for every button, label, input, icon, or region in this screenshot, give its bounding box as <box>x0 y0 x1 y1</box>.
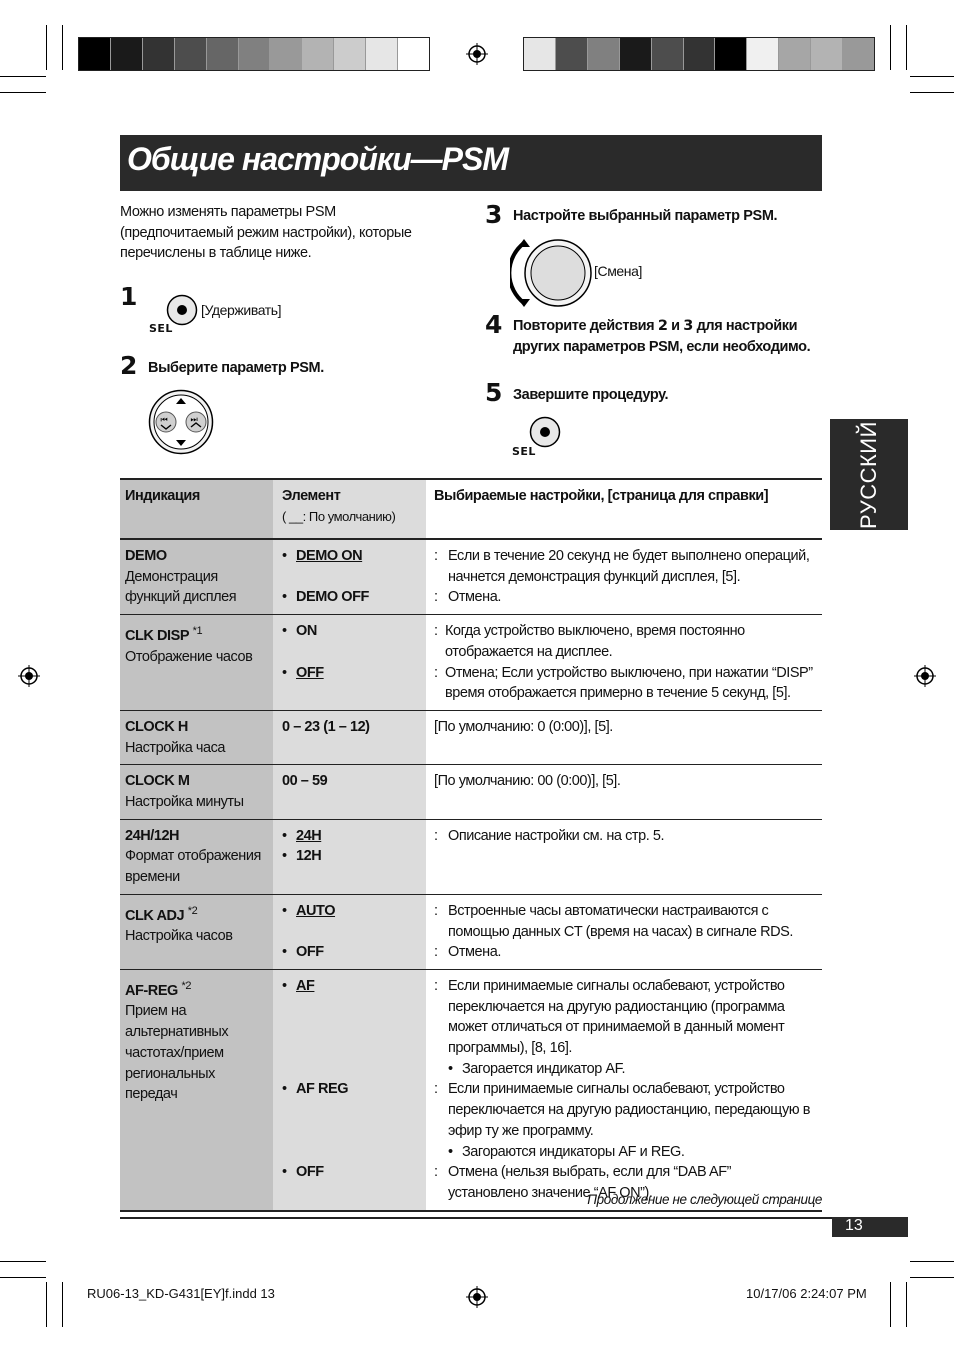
option-description: Встроенные часы автоматически настраиваются с помощью данных CT (время на часах) в сигнале RDS. <box>448 902 793 940</box>
option: AF REG <box>296 1081 349 1098</box>
crop-mark <box>0 92 46 93</box>
crop-mark <box>890 1282 891 1327</box>
language-tab <box>830 419 908 530</box>
step-4-number: 4 <box>485 310 503 339</box>
option-description: Если принимаемые сигналы ослабевают, устройство переключается на другую радиостанцию (программа может отличаться от принимаемой в данный момент программы), [8, 16]. <box>448 977 785 1057</box>
option: AF <box>296 977 315 994</box>
crop-mark <box>62 25 63 70</box>
option: ON <box>296 623 317 640</box>
language-tab-label: РУССКИЙ <box>856 420 881 529</box>
row-desc: Демонстрация функций дисплея <box>125 568 237 606</box>
slug-date-info: 10/17/06 2:24:07 PM <box>746 1286 867 1301</box>
color-swatch <box>652 38 684 70</box>
registration-mark-icon <box>466 43 488 65</box>
table-row: AF-REG $^{*2}$ Прием на альтернативных частотах/прием региональных передач • AF • AF REG • OFF : Если принимаемые сигналы ослабевают, устройство переключается на другую радиостанцию (программа может отличаться от принимаемой в данный момент программы), [8, 16]. • Загорается индикатор AF. : Если принимаемые сигналы ослабевают, устройство переключается на другую радиостанцию, передающую в эфир ту же программу. • Загораются индикаторы AF и REG. : Отмена (нельзя выбрать, если для “DAB AF” установлено значение “AF ON”). <box>120 969 822 1210</box>
sel-label: SEL <box>512 445 536 458</box>
table-row: 24H/12H Формат отображения времени • 24H • 12H : Описание настройки см. на стр. 5. <box>120 819 822 894</box>
registration-mark-icon <box>914 665 936 687</box>
option-description: [По умолчанию: 0 (0:00)], [5]. <box>434 718 613 735</box>
page-title: Общие настройки—PSM <box>127 141 508 177</box>
crop-mark <box>0 76 46 77</box>
header-element-note: ( __: По умолчанию) <box>282 508 396 524</box>
color-swatch <box>747 38 779 70</box>
crop-mark <box>906 1282 907 1327</box>
row-desc: Настройка минуты <box>125 794 244 811</box>
svg-text:⏭: ⏭ <box>190 415 198 424</box>
rotary-knob-icon <box>510 237 594 309</box>
psm-settings-table <box>120 478 822 1212</box>
step-5-text: Завершите процедуру. <box>513 387 669 403</box>
row-name: CLK ADJ <box>125 907 185 924</box>
color-swatch <box>779 38 811 70</box>
slug-file-info: RU06-13_KD-G431[EY]f.indd 13 <box>87 1286 275 1301</box>
control-dial-icon <box>148 389 214 455</box>
color-swatch <box>366 38 398 70</box>
footnote-mark: *2 <box>181 979 191 992</box>
crop-mark <box>910 1261 954 1262</box>
step-5-number: 5 <box>485 378 503 407</box>
row-desc: Настройка часов <box>125 928 233 945</box>
footer-rule <box>120 1217 832 1219</box>
option: 12H <box>296 848 322 865</box>
color-swatch <box>302 38 334 70</box>
option-description: Отмена. <box>448 589 501 606</box>
color-swatch <box>811 38 843 70</box>
color-swatch <box>270 38 302 70</box>
color-swatch <box>715 38 747 70</box>
option-description: Когда устройство выключено, время постоянно отображается на дисплее. <box>445 623 745 660</box>
sel-button-icon <box>529 416 561 448</box>
table-row: CLK DISP $^{*1}$ Отображение часов • ON • OFF : Когда устройство выключено, время постоянно отображается на дисплее. : Отмена; Если устройство выключено, при нажатии “DISP” время отображается примерно в течение 5 секунд, [5]. <box>120 615 822 711</box>
option: DEMO ON <box>296 548 363 564</box>
option-description: Отмена (нельзя выбрать, если для “DAB AF” установлено значение “AF ON”). <box>448 1164 731 1201</box>
color-swatch <box>398 38 429 70</box>
row-name: 24H/12H <box>125 827 180 844</box>
color-swatch <box>524 38 556 70</box>
step-3-hint: [Смена] <box>594 263 643 279</box>
step-1-number: 1 <box>120 282 138 311</box>
option-description: [По умолчанию: 00 (0:00)], [5]. <box>434 773 621 790</box>
option-description: Отмена; Если устройство выключено, при нажатии “DISP” время отображается примерно в течение 5 секунд, [5]. <box>445 664 813 702</box>
step-2-number: 2 <box>120 351 138 380</box>
row-name: DEMO <box>125 548 167 564</box>
color-swatch <box>239 38 271 70</box>
crop-mark <box>910 76 954 77</box>
color-swatch <box>556 38 588 70</box>
header-element: Элемент <box>282 488 341 504</box>
row-desc: Настройка часа <box>125 739 226 756</box>
color-swatch <box>620 38 652 70</box>
color-swatch <box>79 38 111 70</box>
crop-mark <box>62 1282 63 1327</box>
crop-mark <box>910 1277 954 1278</box>
option-note: Загораются индикаторы AF и REG. <box>462 1143 685 1160</box>
option-description: Если в течение 20 секунд не будет выполнено операций, начнется демонстрация функций дисплея, [5]. <box>448 548 810 585</box>
color-swatch <box>588 38 620 70</box>
crop-mark <box>906 25 907 70</box>
registration-mark-icon <box>466 1286 488 1308</box>
row-name: CLOCK H <box>125 718 188 735</box>
registration-mark-icon <box>18 665 40 687</box>
option: OFF <box>296 944 324 961</box>
color-swatch <box>175 38 207 70</box>
option: 0 – 23 (1 – 12) <box>282 718 370 735</box>
page-number: 13 <box>845 1217 863 1234</box>
crop-mark <box>46 25 47 70</box>
svg-text:⏮: ⏮ <box>160 415 168 424</box>
row-name: CLK DISP <box>125 627 190 644</box>
option-note: Загорается индикатор AF. <box>462 1060 626 1077</box>
color-swatch <box>143 38 175 70</box>
option-description: Если принимаемые сигналы ослабевают, устройство переключается на другую радиостанцию, передающую в эфир ту же программу. <box>448 1081 810 1139</box>
step-3-number: 3 <box>485 200 503 229</box>
option: OFF <box>296 1164 324 1181</box>
crop-mark <box>890 25 891 70</box>
table-row: DEMO Демонстрация функций дисплея • DEMO ON • DEMO OFF : Если в течение 20 секунд не будет выполнено операций, начнется демонстрация функций дисплея, [5]. : Отмена. <box>120 539 822 615</box>
table-row: CLK ADJ $^{*2}$ Настройка часов • AUTO • OFF : Встроенные часы автоматически настраиваются с помощью данных CT (время на часах) в сигнале RDS. : Отмена. <box>120 894 822 969</box>
table-row <box>120 710 822 764</box>
color-calibration-bar-left <box>78 37 430 71</box>
intro-text: Можно изменять параметры PSM (предпочитаемый режим настройки), которые перечислены в таблице ниже. <box>120 204 412 261</box>
table-row <box>120 765 822 819</box>
option: 00 – 59 <box>282 773 328 790</box>
table-header-row <box>120 479 822 539</box>
color-swatch <box>684 38 716 70</box>
color-swatch <box>334 38 366 70</box>
row-name: CLOCK M <box>125 773 190 790</box>
crop-mark <box>0 1277 46 1278</box>
step-2-text: Выберите параметр PSM. <box>148 360 324 376</box>
color-calibration-bar-right <box>523 37 875 71</box>
option-description: Описание настройки см. на стр. 5. <box>448 827 665 844</box>
continued-note: Продолжение не следующей странице <box>587 1192 822 1207</box>
sel-label: SEL <box>149 322 173 335</box>
step-4-text: Повторите действия 2 и 3 для настройки других параметров PSM, если необходимо. <box>513 318 811 355</box>
option: DEMO OFF <box>296 589 369 606</box>
option-description: Отмена. <box>448 944 501 961</box>
row-desc: Отображение часов <box>125 648 253 665</box>
row-name: AF-REG <box>125 982 178 999</box>
row-desc: Прием на альтернативных частотах/прием региональных передач <box>125 1003 229 1103</box>
option: OFF <box>296 664 324 681</box>
footnote-mark: *1 <box>192 625 203 638</box>
page-title-bar <box>120 135 822 191</box>
crop-mark <box>910 92 954 93</box>
crop-mark <box>0 1261 46 1262</box>
step-3-text: Настройте выбранный параметр PSM. <box>513 208 778 224</box>
step-1-hint: [Удерживать] <box>201 302 282 318</box>
footnote-mark: *2 <box>187 904 198 917</box>
color-swatch <box>843 38 874 70</box>
option: 24H <box>296 827 322 844</box>
row-desc: Формат отображения времени <box>125 848 261 886</box>
header-indication: Индикация <box>125 488 200 504</box>
crop-mark <box>46 1282 47 1327</box>
page-number-box <box>832 1217 908 1237</box>
option: AUTO <box>296 902 336 919</box>
color-swatch <box>111 38 143 70</box>
color-swatch <box>207 38 239 70</box>
header-settings: Выбираемые настройки, [страница для справки] <box>434 488 769 504</box>
